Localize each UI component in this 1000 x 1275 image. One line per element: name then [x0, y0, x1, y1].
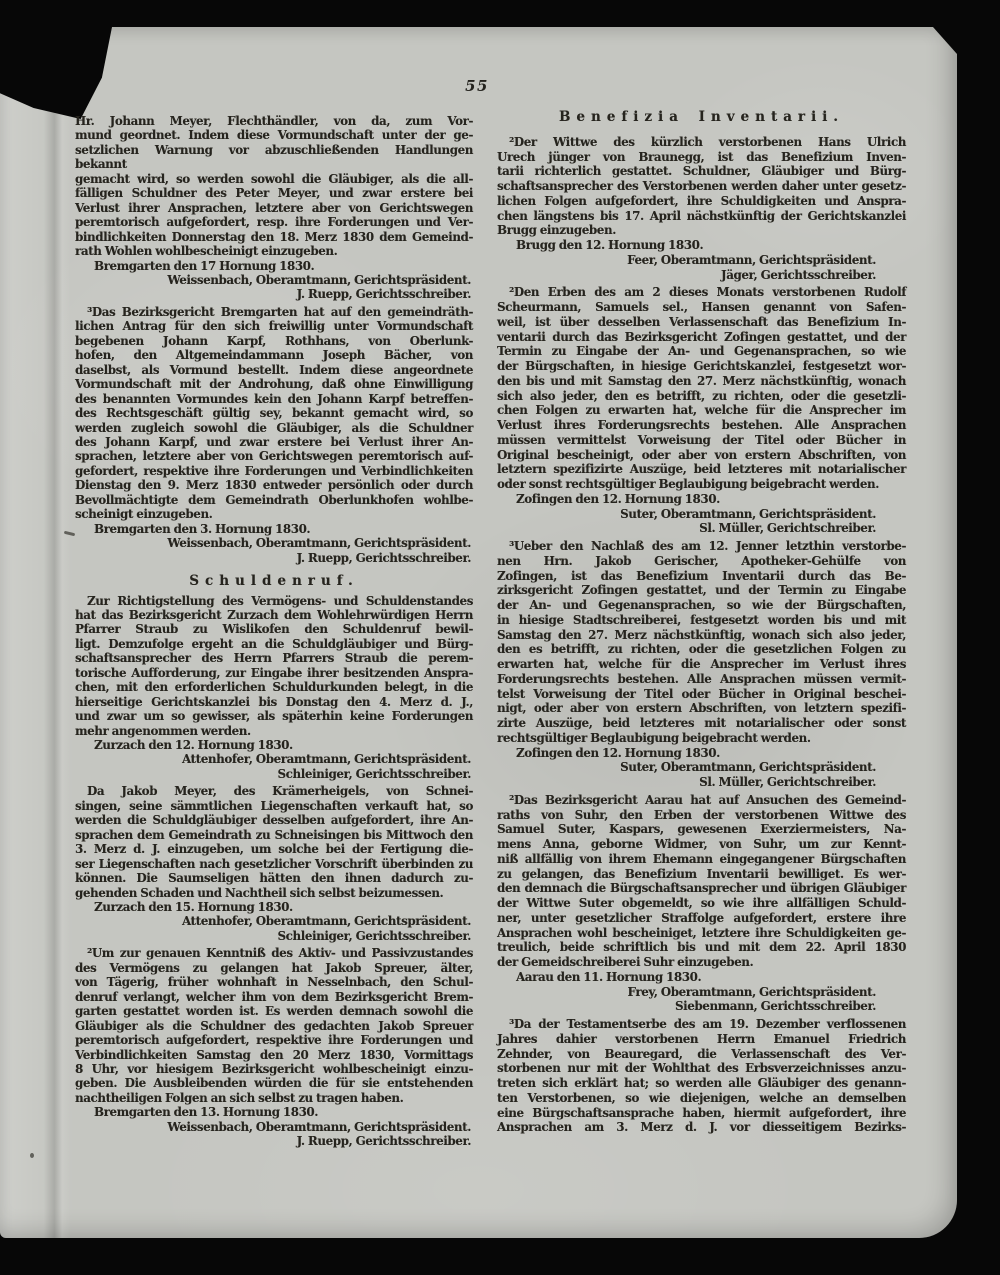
body-text-line: den demnach die Bürgschaftsansprecher und übrigen Gläubiger	[497, 881, 906, 896]
body-text-line: Gläubiger als die Schuldner des gedachten Jakob Spreuer	[75, 1018, 473, 1033]
body-text-line: Da Jakob Meyer, des Krämerheigels, von Schnei-	[87, 784, 473, 799]
body-text-line: ²Der Wittwe des kürzlich verstorbenen Hans Ulrich	[509, 134, 906, 149]
body-text-line: den es betrifft, zu richten, oder die gesetzlichen Folgen zu	[497, 642, 906, 657]
body-text-line: der An- und Gegenansprachen, so wie der Bürgschaften,	[497, 598, 906, 612]
body-text-line: des Johann Karpf, und zwar erstere bei Verlust ihrer An-	[75, 434, 473, 449]
section-heading: Benefizia Inventarii.	[558, 109, 844, 125]
body-text-line: raths von Suhr, den Erben der verstorbenen Wittwe des	[497, 807, 906, 822]
body-text-line: treulich, beide schriftlich bis und mit dem 22. April 1830	[497, 940, 906, 955]
body-text-line: bindlichkeiten Donnerstag den 18. Merz 1830 dem Gemeind-	[75, 229, 473, 244]
body-text-line: gefordert, respektive ihre Forderungen und Verbindlichkeiten	[75, 463, 473, 478]
body-text-line: den bis und mit Samstag den 27. Merz nächstkünftig, wonach	[497, 373, 906, 388]
body-text-line: ten Verstorbenen, so wie diejenigen, welche an demselben	[497, 1090, 906, 1105]
body-text-line: Zehnder, von Beauregard, die Verlassenschaft des Ver-	[497, 1046, 906, 1061]
body-text-line: ligt. Demzufolge ergeht an die Schuldgläubiger und Bürg-	[75, 636, 473, 651]
body-text-line: mens Anna, geborne Widmer, von Suhr, um zur Kennt-	[497, 837, 906, 851]
dateline: Bremgarten den 13. Hornung 1830.	[94, 1105, 319, 1120]
signature-line: Schleiniger, Gerichtsschreiber.	[277, 928, 471, 943]
body-text-line: Verbindlichkeiten Samstag den 20 Merz 1830, Vormittags	[75, 1047, 473, 1062]
body-text-line: und zwar um so gewisser, als späterhin keine Forderungen	[75, 709, 473, 724]
signature-line: Sl. Müller, Gerichtschreiber.	[699, 521, 876, 536]
body-text-line: ³Da der Testamentserbe des am 19. Dezember verflossenen	[509, 1017, 906, 1031]
body-text-line: ²Den Erben des am 2 dieses Monats verstorbenen Rudolf	[509, 285, 906, 300]
dateline: Zurzach den 15. Hornung 1830.	[94, 900, 293, 915]
scan-corner-shadow-top-left	[0, 27, 112, 119]
body-text-line: mund geordnet. Indem diese Vormundschaft unter der ge-	[75, 128, 473, 143]
body-text-line: denruf verlangt, welcher ihm von dem Bezirksgericht Brem-	[75, 989, 473, 1004]
body-text-line: storbenen nur mit der Wohlthat des Erbsverzeichnisses anzu-	[497, 1061, 906, 1076]
body-text-line: Dienstag den 9. Merz 1830 entweder persönlich oder durch	[75, 478, 473, 493]
body-text-line: müssen vermittelst Vorweisung der Titel oder Bücher in	[497, 432, 906, 447]
body-text-line: Original bescheinigt, oder aber von erstern Abschriften, von	[497, 447, 906, 462]
body-text-line: Ansprachen am 3. Merz d. J. vor diesseitigem Bezirks-	[497, 1120, 906, 1135]
body-text-line: ³Das Bezirksgericht Bremgarten hat auf den gemeindräth-	[87, 304, 473, 319]
body-text-line: letztern spezifizirte Auszüge, beid letzteres mit notarialischer	[497, 462, 906, 477]
body-text-line: daselbst, als Vormund bestellt. Indem diese angeordnete	[75, 362, 473, 377]
body-text-line: fälligen Schuldner des Peter Meyer, und zwar erstere bei	[75, 186, 473, 201]
body-text-line: weil, ist über desselben Verlassenschaft das Benefizium In-	[497, 314, 906, 329]
body-text-line: lichen Antrag für den sich freiwillig unter Vormundschaft	[75, 319, 473, 334]
body-text-line: Vormundschaft mit der Androhung, daß ohne Einwilligung	[75, 377, 473, 392]
body-text-line: Verlust ihres Forderungsrechts bestehen. Alle Ansprachen	[497, 418, 906, 432]
body-text-line: Pfarrer Straub zu Wislikofen den Schuldenruf bewil-	[75, 622, 473, 637]
body-text-line: rath Wohlen wohlbescheinigt einzugeben.	[75, 244, 338, 259]
signature-line: Attenhofer, Oberamtmann, Gerichtspräsident.	[181, 752, 471, 767]
signature-line: J. Ruepp, Gerichtsschreiber.	[296, 550, 471, 565]
scanned-page	[0, 27, 957, 1238]
body-text-line: singen, seine sämmtlichen Liegenschaften verkauft hat, so	[75, 798, 473, 813]
body-text-line: gemacht wird, so werden sowohl die Gläubiger, als die all-	[75, 171, 473, 186]
body-text-line: 8 Uhr, vor hiesigem Bezirksgericht wohlbescheinigt einzu-	[75, 1062, 473, 1076]
body-text-line: Zur Richtigstellung des Vermögens- und Schuldenstandes	[87, 593, 473, 608]
body-text-line: der Bürgschaften, in hiesige Gerichtskanzlei, festgesetzt wor-	[497, 359, 906, 373]
body-text-line: von Tägerig, früher wohnhaft in Nesselnbach, den Schul-	[75, 975, 473, 990]
body-text-line: tarii richterlich gestattet. Schuldner, Gläubiger und Bürg-	[497, 164, 906, 179]
body-text-line: hierseitige Gerichtskanzlei bis Donstag den 4. Merz d. J.,	[75, 694, 473, 709]
body-text-line: chen, mit den erforderlichen Schuldurkunden belegt, in die	[75, 680, 473, 695]
body-text-line: Verlust ihrer Ansprachen, letztere aber von Gerichtswegen	[75, 200, 473, 215]
body-text-line: der Wittwe Suter obgemeldt, so wie ihre allfälligen Schuld-	[497, 896, 906, 910]
signature-line: J. Ruepp, Gerichtsschreiber.	[296, 287, 471, 302]
body-text-line: Samstag den 27. Merz nächstkünftig, wonach sich also jeder,	[497, 627, 906, 642]
ink-speck	[30, 1153, 34, 1158]
body-text-line: rechtsgültiger Beglaubigung beigebracht werden.	[497, 730, 811, 745]
body-text-line: des Rechtsgeschäft gültig sey, bekannt gemacht wird, so	[75, 406, 473, 421]
signature-line: Frey, Oberamtmann, Gerichtspräsident.	[627, 984, 876, 999]
body-text-line: Brugg einzugeben.	[497, 223, 616, 238]
signature-line: J. Ruepp, Gerichtsschreiber.	[296, 1134, 471, 1149]
body-text-line: werden die Schuldgläubiger desselben aufgefordert, ihre An-	[75, 813, 473, 828]
dateline: Aarau den 11. Hornung 1830.	[516, 969, 702, 984]
body-text-line: setzlichen Warnung vor abzuschließenden Handlungen bekannt	[75, 142, 473, 172]
signature-line: Suter, Oberamtmann, Gerichtspräsident.	[620, 506, 876, 521]
body-text-line: torische Aufforderung, zur Eingabe ihrer besitzenden Anspra-	[75, 665, 473, 680]
body-text-line: können. Die Saumseligen hätten den ihnen dadurch zu-	[75, 871, 473, 886]
body-text-line: Forderungsrechts bestehen. Alle Ansprachen müssen vermit-	[497, 671, 906, 686]
body-text-line: Jahres dahier verstorbenen Herrn Emanuel Friedrich	[497, 1031, 906, 1046]
body-text-line: peremtorisch aufgefordert, respektive ihre Forderungen und	[75, 1033, 473, 1048]
signature-line: Suter, Oberamtmann, Gerichtspräsident.	[620, 760, 876, 775]
signature-line: Weissenbach, Oberamtmann, Gerichtspräsident.	[167, 1119, 471, 1134]
signature-line: Schleiniger, Gerichtsschreiber.	[277, 766, 471, 781]
signature-line: Weissenbach, Oberamtmann, Gerichtspräsident.	[167, 272, 471, 287]
body-text-line: Termin zu Eingabe der An- und Gegenansprachen, so wie	[497, 344, 906, 359]
body-text-line: gehenden Schaden und Nachtheil sich selbst beizumessen.	[75, 885, 444, 900]
body-text-line: geben. Die Ausbleibenden würden die für sie entstehenden	[75, 1076, 473, 1091]
dateline: Brugg den 12. Hornung 1830.	[516, 238, 704, 252]
dateline: Bremgarten den 17 Hornung 1830.	[94, 258, 315, 273]
body-text-line: 3. Merz d. J. einzugeben, um solche bei der Fertigung die-	[75, 842, 473, 857]
body-text-line: chen Folgen zu erwarten hat, welche für die Ansprecher im	[497, 403, 906, 418]
dateline: Zofingen den 12. Hornung 1830.	[516, 491, 720, 506]
body-text-line: lichen Folgen aufgefordert, ihre Schuldigkeiten und Anspra-	[497, 193, 906, 208]
signature-line: Attenhofer, Oberamtmann, Gerichtspräsident.	[181, 914, 471, 929]
body-text-line: in hiesige Stadtschreiberei, festgesetzt worden bis und mit	[497, 612, 906, 627]
body-text-line: der Gemeidschreiberei Suhr einzugeben.	[497, 955, 754, 969]
body-text-line: telst Vorweisung der Titel oder Bücher in Original beschei-	[497, 686, 906, 701]
body-text-line: scheinigt einzugeben.	[75, 507, 213, 522]
body-text-line: zirte Auszüge, beid letzteres mit notarialischer oder sonst	[497, 716, 906, 730]
body-text-line: ²Um zur genauen Kenntniß des Aktiv- und Passivzustandes	[87, 946, 473, 961]
body-text-line: treten sich erklärt hat; so werden alle Gläubiger des genann-	[497, 1076, 906, 1090]
body-text-line: oder sonst rechtsgültiger Beglaubigung beigebracht werden.	[497, 477, 879, 491]
body-text-line: garten gestattet worden ist. Es werden demnach sowohl die	[75, 1004, 473, 1019]
body-text-line: erwarten hat, welche für die Ansprecher im Verlust ihres	[497, 657, 906, 671]
body-text-line: eine Bürgschaftsansprache haben, hiermit aufgefordert, ihre	[497, 1105, 906, 1120]
body-text-line: Hr. Johann Meyer, Flechthändler, von da, zum Vor-	[75, 114, 473, 128]
body-text-line: niß allfällig von ihrem Ehemann eingegangener Bürgschaften	[497, 851, 906, 866]
body-text-line: Bevollmächtigte dem Gemeindrath Oberlunkhofen wohlbe-	[75, 492, 473, 507]
page-fold-crease	[44, 27, 70, 1238]
body-text-line: peremtorisch aufgefordert, resp. ihre Forderungen und Ver-	[75, 215, 473, 230]
signature-line: Jäger, Gerichtsschreiber.	[720, 267, 876, 282]
body-text-line: Ansprachen wohl bescheiniget, letztere ihre Schuldigkeiten ge-	[497, 925, 906, 940]
scan-corner-cut-top-right	[933, 27, 957, 54]
body-text-line: schaftsansprecher des Verstorbenen werden daher unter gesetz-	[497, 179, 906, 193]
body-text-line: nigt, oder aber von erstern Abschriften, von letztern spezifi-	[497, 701, 906, 716]
body-text-line: ser Liegenschaften nach gesetzlicher Vorschrift überbinden zu	[75, 856, 473, 871]
body-text-line: sprachen dem Gemeindrath zu Schneisingen bis Mittwoch den	[75, 827, 473, 842]
body-text-line: zu gelangen, das Benefizium Inventarii bewilliget. Es wer-	[497, 866, 906, 881]
body-text-line: mehr angenommen werden.	[75, 723, 251, 738]
body-text-line: ³Ueber den Nachlaß des am 12. Jenner letzthin verstorbe-	[509, 539, 906, 553]
dateline: Zofingen den 12. Hornung 1830.	[516, 745, 720, 760]
body-text-line: Samuel Suter, Kaspars, gewesenen Exerziermeisters, Na-	[497, 822, 906, 837]
signature-line: Siebenmann, Gerichtsschreiber.	[674, 999, 876, 1014]
body-text-line: chen längstens bis 17. April nächstkünftig der Gerichtskanzlei	[497, 208, 906, 223]
body-text-line: hofen, den Altgemeindammann Joseph Bächer, von	[75, 348, 473, 363]
body-text-line: nen Hrn. Jakob Gerischer, Apotheker-Gehülfe von	[497, 553, 906, 568]
signature-line: Feer, Oberamtmann, Gerichtspräsident.	[627, 252, 876, 267]
body-text-line: sprachen, letztere aber von Gerichtswegen peremtorisch auf-	[75, 449, 473, 464]
body-text-line: zirksgericht Zofingen gestattet, und der Termin zu Eingabe	[497, 583, 906, 598]
left-column	[75, 114, 473, 1149]
body-text-line: ventarii durch das Bezirksgericht Zofingen gestattet, und der	[497, 329, 906, 344]
body-text-line: nachtheiligen Folgen an sich selbst zu tragen haben.	[75, 1090, 404, 1105]
body-text-line: Urech jünger von Braunegg, ist das Benefizium Inven-	[497, 149, 906, 164]
body-text-line: begebenen Johann Karpf, Rothhans, von Oberlunk-	[75, 333, 473, 348]
section-heading: Schuldenruf.	[189, 573, 359, 590]
body-text-line: sich also jeder, den es betrifft, zu richten, oder die gesetzli-	[497, 388, 906, 403]
body-text-line: werden zugleich sowohl die Gläubiger, als die Schuldner	[75, 420, 473, 435]
body-text-line: Zofingen, ist das Benefizium Inventarii durch das Be-	[497, 568, 906, 583]
body-text-line: des Vermögens zu gelangen hat Jakob Spreuer, älter,	[75, 960, 473, 975]
signature-line: Weissenbach, Oberamtmann, Gerichtspräsident.	[167, 536, 471, 551]
body-text-line: des benannten Vormundes kein den Johann Karpf betreffen-	[75, 391, 473, 406]
body-text-line: ner, unter gesetzlicher Straffolge aufgefordert, erstere ihre	[497, 910, 906, 925]
page-number: 55	[465, 77, 489, 95]
right-column	[497, 110, 906, 1135]
body-text-line: hat das Bezirksgericht Zurzach dem Wohlehrwürdigen Herrn	[75, 607, 473, 622]
body-text-line: schaftsansprecher des Herrn Pfarrers Straub die perem-	[75, 651, 473, 666]
dateline: Bremgarten den 3. Hornung 1830.	[94, 521, 311, 536]
body-text-line: ²Das Bezirksgericht Aarau hat auf Ansuchen des Gemeind-	[509, 792, 906, 807]
signature-line: Sl. Müller, Gerichtschreiber.	[699, 775, 876, 789]
dateline: Zurzach den 12. Hornung 1830.	[94, 738, 293, 753]
body-text-line: Scheurmann, Samuels sel., Hansen genannt von Safen-	[497, 300, 906, 314]
